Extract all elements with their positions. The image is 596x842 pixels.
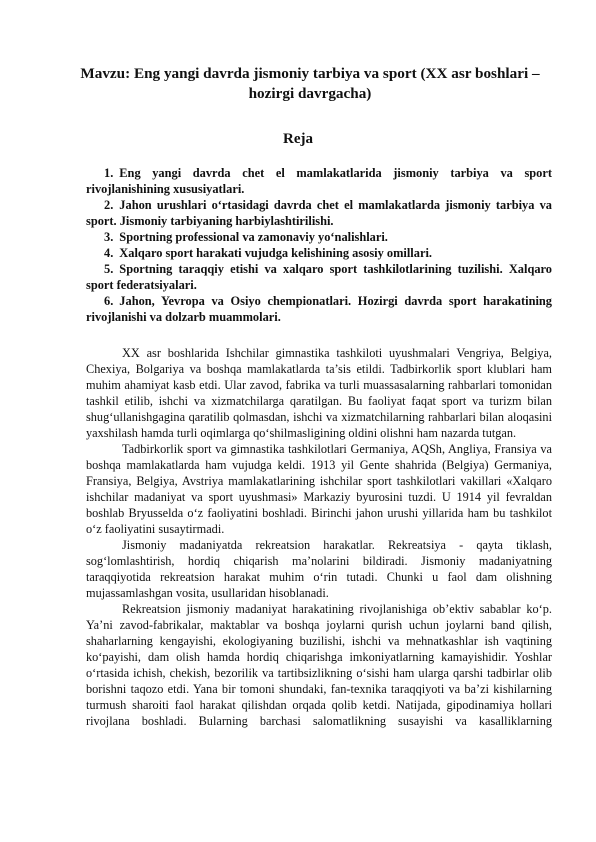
plan-item-number: 4. bbox=[104, 246, 114, 260]
plan-item bbox=[86, 229, 552, 245]
plan-heading: Reja bbox=[283, 131, 313, 147]
plan-list bbox=[86, 165, 552, 325]
plan-item-text: Xalqaro sport harakati vujudga kelishining asosiy omillari. bbox=[119, 246, 432, 260]
plan-item-number: 5. bbox=[104, 262, 114, 276]
body-paragraph: Tadbirkorlik sport va gimnastika tashkilotlari Germaniya, AQSh, Angliya, Fransiya va boshqa mamlakatlarda ham vujudga keldi. 1913 yil Gente shahrida (Belgiya) Germaniya, Fransiya, Belgiya, Avstriya mamlakatlarining ishchilar sport tashkilotlari vakillari «Xalqaro ishchilar madaniyat va sport uyushmasi» Markaziy byurosini tuzdi. U 1914 yil fevraldan boshlab Bryusselda oʻz faoliyatini boshladi. Birinchi jahon urushi yillarida ham bu tashkilot oʻz faoliyatini susaytirmadi. bbox=[86, 442, 552, 536]
plan-item bbox=[86, 261, 552, 293]
plan-item-number: 1. bbox=[104, 166, 114, 180]
plan-item bbox=[86, 245, 552, 261]
plan-item-number: 3. bbox=[104, 230, 114, 244]
document-title: Mavzu: Eng yangi davrda jismoniy tarbiya va sport (XX asr boshlari – hozirgi davrgacha) bbox=[80, 65, 540, 102]
body-paragraph: Jismoniy madaniyatda rekreatsion harakatlar. Rekreatsiya - qayta tiklash, sogʻlomlashtirish, hordiq chiqarish ma’nolarini bildiradi. Jismoniy madaniyatning taraqqiyotida rekreatsion harakat muhim oʻrin tutadi. Chunki u faol dam olishning mujassamlashgan vosita, usullaridan hisoblanadi. bbox=[86, 538, 552, 600]
plan-item-text: Jahon, Yevropa va Osiyo chempionatlari. Hozirgi davrda sport harakatining rivojlanishi va dolzarb muammolari. bbox=[86, 294, 552, 324]
plan-item bbox=[86, 165, 552, 197]
plan-item-number: 6. bbox=[104, 294, 114, 308]
body-paragraph: Rekreatsion jismoniy madaniyat harakatining rivojlanishiga ob’ektiv sabablar koʻp. Ya’ni zavod-fabrikalar, maktablar va boshqa joylarni qurish uchun joylarni band qilish, shaharlarning kengayishi, ekologiyaning buzilishi, ishchi va mehnatkashlar ish vaqtining koʻpayishi, dam olish hamda hordiq chiqarishga imkoniyatlarning kamayishidir. Yoshlar oʻrtasida ichish, chekish, bezorilik va tartibsizlikning oʻsishi ham ularga qarshi tadbirlar olib borishni taqozo etdi. Yana bir tomoni shundaki, fan-texnika taraqqiyoti va ba’zi kishilarning turmush sharoiti faol harakat qilishdan orqada qolib ketdi. Natijada, gipodinamiya hollari rivojlana boshladi. Bularning barchasi salomatlikning susayishi va kasalliklarning bbox=[86, 602, 552, 728]
plan-item-text: Eng yangi davrda chet el mamlakatlarida jismoniy tarbiya va sport rivojlanishining xususiyatlari. bbox=[86, 166, 552, 196]
body-paragraph: XX asr boshlarida Ishchilar gimnastika tashkiloti uyushmalari Vengriya, Belgiya, Chexiya, Bolgariya va boshqa mamlakatlarda ta’sis etildi. Tadbirkorlik sport klublari ham muhim ahamiyat kasb etdi. Ular zavod, fabrika va turli muassasalarning rahbarlari tomonidan tashkil etilib, ishchi va xizmatchilarga qaratilgan. Bu faoliyat faqat sport va turizm bilan shugʻullanishgagina qaratilib qolmasdan, ishchi va xizmatchilarning rahbarlari bilan aloqasini yaxshilash hamda turli oqimlarga qoʻshilmasligining oldini olishni ham nazarda tutgan. bbox=[86, 346, 552, 440]
plan-item-text: Sportning professional va zamonaviy yoʻnalishlari. bbox=[119, 230, 388, 244]
plan-item-text: Jahon urushlari oʻrtasidagi davrda chet el mamlakatlarda jismoniy tarbiya va sport. Jismoniy tarbiyaning harbiylashtirilishi. bbox=[86, 198, 552, 228]
plan-item-text: Sportning taraqqiy etishi va xalqaro sport tashkilotlarining tuzilishi. Xalqaro sport federatsiyalari. bbox=[86, 262, 552, 292]
plan-item-number: 2. bbox=[104, 198, 114, 212]
plan-item bbox=[86, 293, 552, 325]
plan-item bbox=[86, 197, 552, 229]
body-text bbox=[86, 345, 552, 729]
